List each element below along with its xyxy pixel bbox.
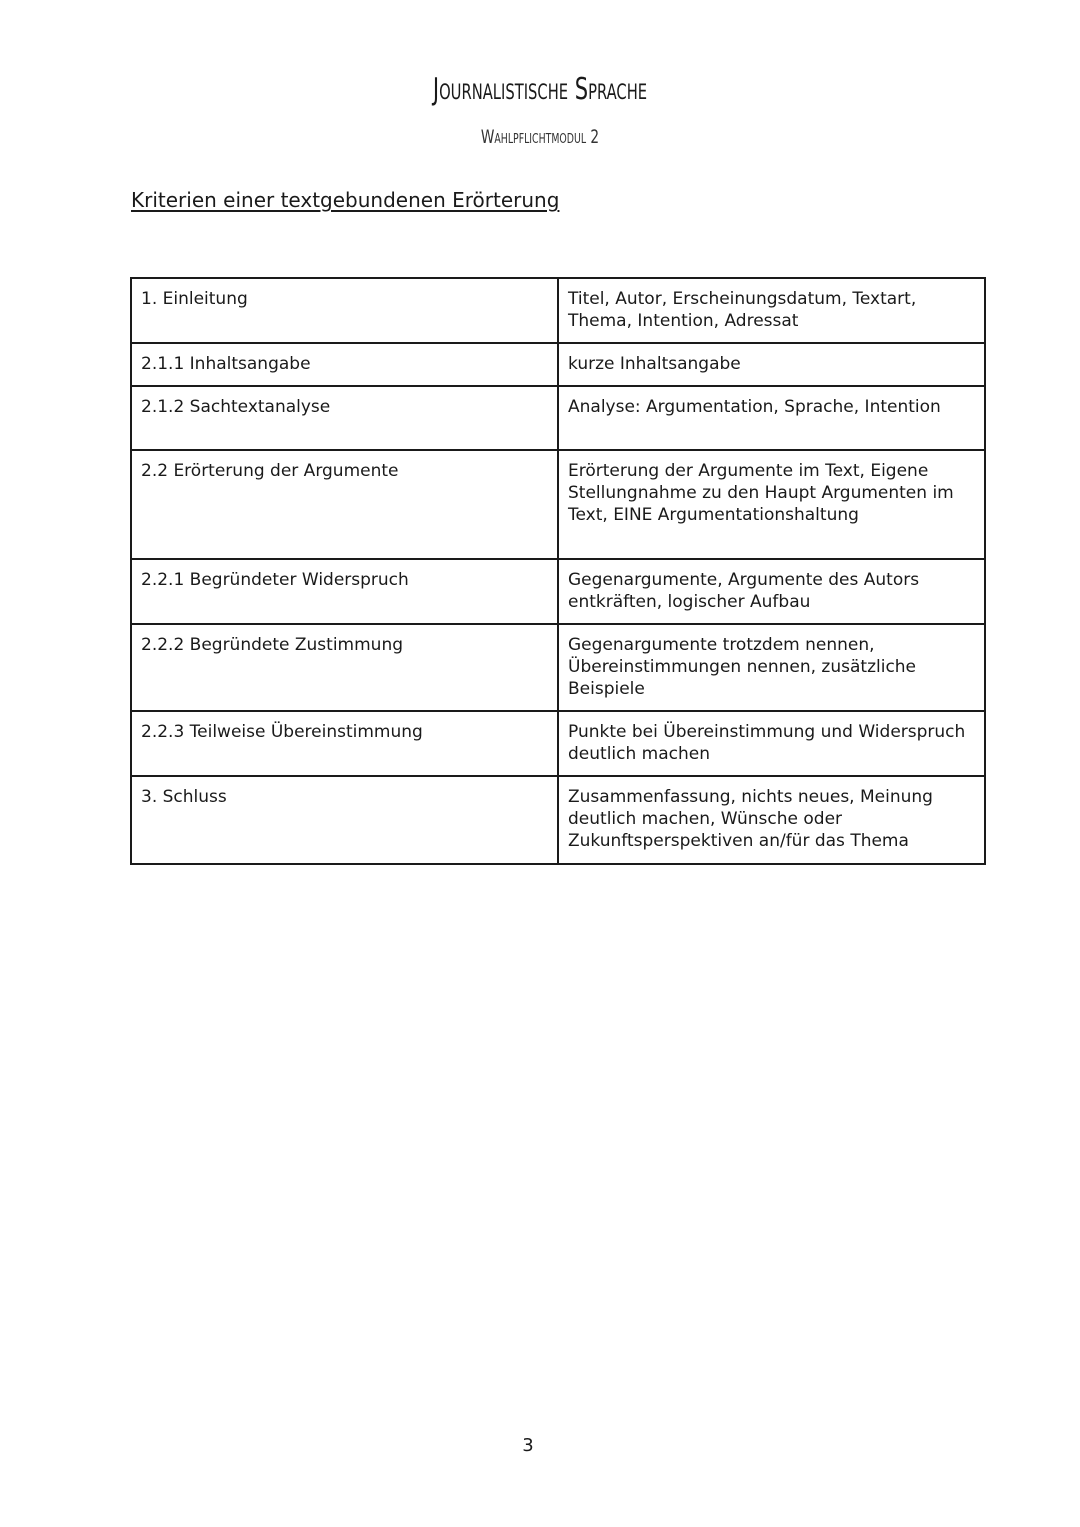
table-cell-section: 3. Schluss [131, 776, 558, 864]
table-cell-criteria: Punkte bei Übereinstimmung und Widerspruch deutlich machen [558, 711, 985, 776]
table-cell-section: 1. Einleitung [131, 278, 558, 343]
document-subtitle: Wahlpflichtmodul 2 [480, 126, 600, 148]
table-cell-section: 2.2 Erörterung der Argumente [131, 450, 558, 559]
table-row [131, 278, 985, 343]
table-row [131, 711, 985, 776]
table-cell-criteria: Erörterung der Argumente im Text, Eigene Stellungnahme zu den Haupt Argumenten im Text, EINE Argumentationshaltung [558, 450, 985, 559]
criteria-table [130, 277, 986, 865]
table-row [131, 624, 985, 711]
table-row [131, 450, 985, 559]
table-cell-section: 2.2.2 Begründete Zustimmung [131, 624, 558, 711]
table-cell-section: 2.1.2 Sachtextanalyse [131, 386, 558, 450]
document-title: Journalistische Sprache [432, 72, 648, 107]
table-row [131, 776, 985, 864]
table-row [131, 343, 985, 386]
table-cell-section: 2.2.3 Teilweise Übereinstimmung [131, 711, 558, 776]
table-cell-criteria: kurze Inhaltsangabe [558, 343, 985, 386]
table-row [131, 386, 985, 450]
table-cell-criteria: Gegenargumente, Argumente des Autors entkräften, logischer Aufbau [558, 559, 985, 624]
page-number: 3 [522, 1435, 534, 1456]
table-cell-criteria: Titel, Autor, Erscheinungsdatum, Textart, Thema, Intention, Adressat [558, 278, 985, 343]
table-cell-criteria: Analyse: Argumentation, Sprache, Intention [558, 386, 985, 450]
table-cell-section: 2.1.1 Inhaltsangabe [131, 343, 558, 386]
table-cell-section: 2.2.1 Begründeter Widerspruch [131, 559, 558, 624]
section-heading: Kriterien einer textgebundenen Erörterung [131, 188, 560, 212]
table-row [131, 559, 985, 624]
table-cell-criteria: Gegenargumente trotzdem nennen, Übereinstimmungen nennen, zusätzliche Beispiele [558, 624, 985, 711]
table-cell-criteria: Zusammenfassung, nichts neues, Meinung deutlich machen, Wünsche oder Zukunftsperspektiven an/für das Thema [558, 776, 985, 864]
